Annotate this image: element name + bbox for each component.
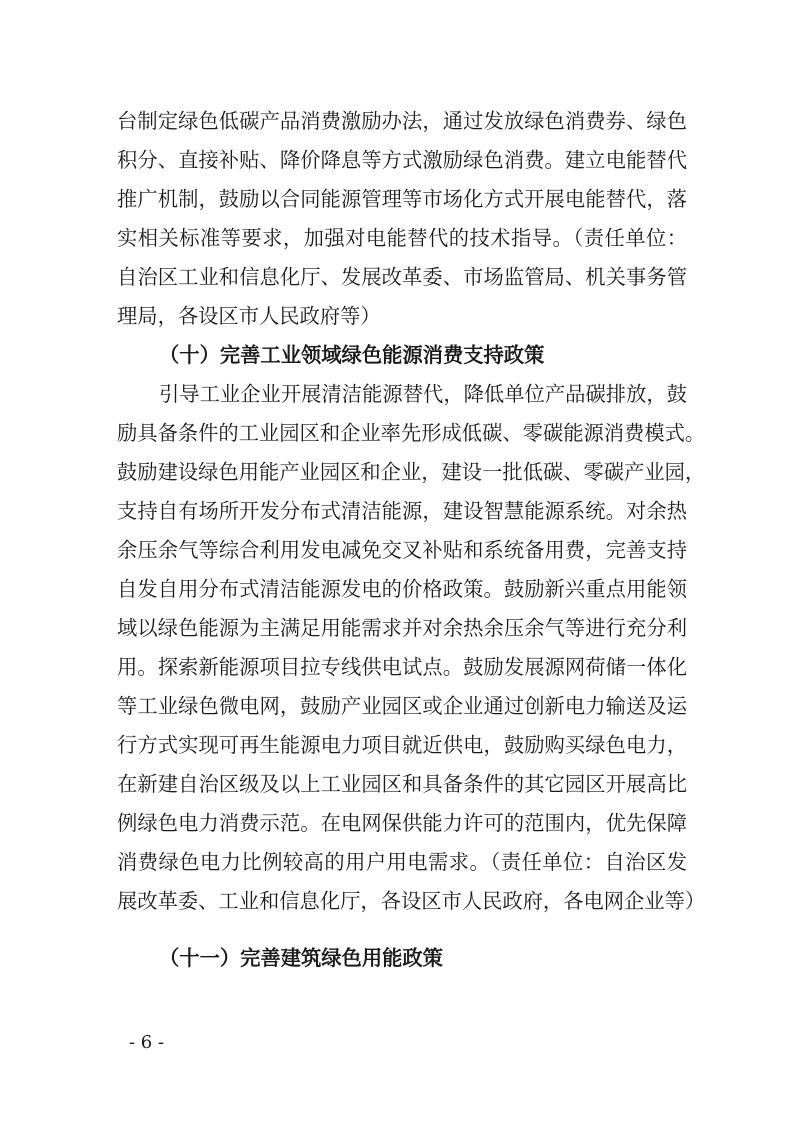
paragraph-line: 在新建自治区级及以上工业园区和具备条件的其它园区开展高比 — [117, 772, 687, 796]
paragraph-line: 例绿色电力消费示范。在电网保供能力许可的范围内，优先保障 — [117, 811, 687, 835]
paragraph-line: 推广机制，鼓励以合同能源管理等市场化方式开展电能替代，落 — [117, 187, 687, 211]
paragraph-line: 展改革委、工业和信息化厅，各设区市人民政府，各电网企业等） — [117, 889, 706, 913]
paragraph-line: 消费绿色电力比例较高的用户用电需求。（责任单位：自治区发 — [117, 850, 687, 874]
paragraph-line: 台制定绿色低碳产品消费激励办法，通过发放绿色消费券、绿色 — [117, 109, 687, 133]
paragraph-line: 积分、直接补贴、降价降息等方式激励绿色消费。建立电能替代 — [117, 148, 687, 172]
paragraph-line: 余压余气等综合利用发电减免交叉补贴和系统备用费，完善支持 — [117, 538, 687, 562]
paragraph-line: 鼓励建设绿色用能产业园区和企业，建设一批低碳、零碳产业园， — [117, 460, 706, 484]
paragraph-line: 自治区工业和信息化厅、发展改革委、市场监管局、机关事务管 — [117, 265, 687, 289]
paragraph-line: 域以绿色能源为主满足用能需求并对余热余压余气等进行充分利 — [117, 616, 687, 640]
section-heading: （十）完善工业领域绿色能源消费支持政策 — [159, 343, 545, 367]
paragraph-line: 自发自用分布式清洁能源发电的价格政策。鼓励新兴重点用能领 — [117, 577, 687, 601]
paragraph-line: 等工业绿色微电网，鼓励产业园区或企业通过创新电力输送及运 — [117, 694, 687, 718]
paragraph-line: 实相关标准等要求，加强对电能替代的技术指导。（责任单位： — [117, 226, 687, 250]
paragraph-line: 用。探索新能源项目拉专线供电试点。鼓励发展源网荷储一体化 — [117, 655, 687, 679]
section-heading: （十一）完善建筑绿色用能政策 — [159, 946, 443, 970]
paragraph-line: 行方式实现可再生能源电力项目就近供电，鼓励购买绿色电力， — [117, 733, 687, 757]
paragraph-line: 励具备条件的工业园区和企业率先形成低碳、零碳能源消费模式。 — [117, 421, 706, 445]
page-number: - 6 - — [129, 1032, 165, 1053]
paragraph-line: 支持自有场所开发分布式清洁能源，建设智慧能源系统。对余热 — [117, 499, 687, 523]
paragraph-line: 引导工业企业开展清洁能源替代，降低单位产品碳排放，鼓 — [159, 382, 687, 406]
paragraph-line: 理局，各设区市人民政府等） — [117, 304, 381, 328]
